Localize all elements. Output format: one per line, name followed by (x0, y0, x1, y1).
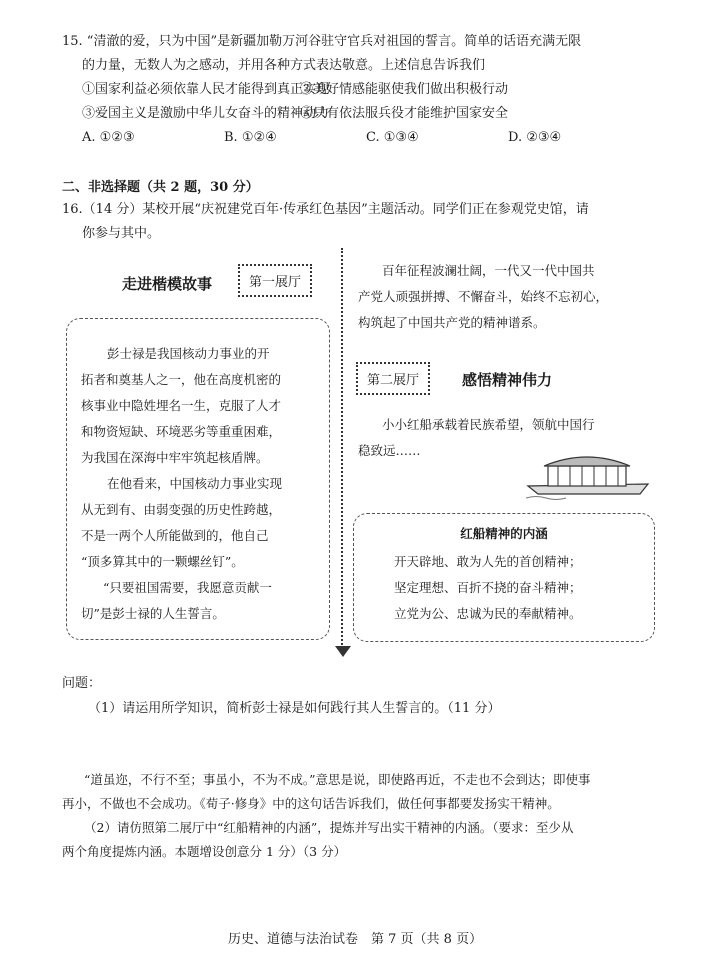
choice-b: B. ①②④ (224, 130, 277, 145)
passage-line-1: “道虽迩，不行不至；事虽小，不为不成。”意思是说，即使路再近，不走也不会到达；即使事 (84, 772, 591, 787)
choice-a: A. ①②③ (82, 130, 135, 145)
q15-statements-row-1 (62, 78, 650, 102)
q15-statements-row-2 (62, 102, 650, 126)
choice-d: D. ②③④ (508, 130, 562, 145)
passage-line-4: 两个角度提炼内涵。本题增设创意分 1 分）（3 分） (62, 844, 347, 859)
arrow-down-icon (335, 646, 351, 657)
red-boat-illustration (526, 446, 650, 500)
q15-stem-line-2: 的力量，无数人为之感动，并用各种方式表达敬意。上述信息告诉我们 (82, 58, 486, 73)
divider-dotted-line (341, 248, 343, 648)
question-label: 问题： (62, 676, 102, 691)
spirit-line-3: 立党为公、忠诚为民的奉献精神。 (394, 606, 582, 621)
hall1-title: 走进楷模故事 (122, 275, 213, 293)
choice-c: C. ①③④ (366, 130, 419, 145)
story-line-7: 从无到有、由弱变强的历史性跨越， (81, 502, 282, 517)
story-line-4: 和物资短缺、环境恶劣等重重困难， (81, 424, 282, 439)
page-footer: 历史、道德与法治试卷 第 7 页（共 8 页） (228, 932, 483, 947)
spirit-line-2: 坚定理想、百折不挠的奋斗精神； (394, 580, 582, 595)
q16-stem-line-1: 16.（14 分）某校开展“庆祝建党百年·传承红色基因”主题活动。同学们正在参观党史馆，请 (62, 202, 589, 217)
q15-choices (62, 126, 650, 150)
q15-stem-line-1: 15. “清澈的爱，只为中国”是新疆加勒万河谷驻守官兵对祖国的誓言。简单的话语充满无限 (62, 34, 582, 49)
passage-line-2: 再小，不做也不会成功。《荀子·修身》中的这句话告诉我们，做任何事都要发扬实干精神。 (62, 796, 560, 811)
sub-question-2-passage (62, 768, 591, 864)
section-2-heading: 二、非选择题（共 2 题，30 分） (62, 180, 259, 195)
boat-caption-line-2: 稳致远…… (358, 443, 421, 458)
story-line-8: 不是一两个人所能做到的，他自己 (81, 528, 269, 543)
hall1-label: 第一展厅 (238, 264, 312, 297)
intro-line-2: 产党人顽强拼搏、不懈奋斗，始终不忘初心， (358, 289, 609, 304)
hall1-story-box (66, 318, 330, 640)
story-line-11: 切”是彭士禄的人生誓言。 (81, 606, 225, 621)
story-line-6: 在他看来，中国核动力事业实现 (107, 476, 283, 491)
intro-line-1: 百年征程波澜壮阔，一代又一代中国共 (382, 263, 595, 278)
hall2-label: 第二展厅 (356, 362, 430, 395)
story-line-2: 拓者和奠基人之一，他在高度机密的 (81, 372, 282, 387)
q15-statement-1: ①国家利益必须依靠人民才能得到真正实现 (82, 82, 330, 97)
story-line-9: “顶多算其中的一颗螺丝钉”。 (81, 554, 244, 569)
question-15 (62, 30, 650, 150)
intro-line-3: 构筑起了中国共产党的精神谱系。 (358, 315, 546, 330)
story-line-1: 彭士禄是我国核动力事业的开 (107, 346, 270, 361)
q16-stem-line-2: 你参与其中。 (82, 226, 161, 241)
hall2-title: 感悟精神伟力 (462, 371, 553, 389)
sub-question-1: （1）请运用所学知识，简析彭士禄是如何践行其人生誓言的。（11 分） (88, 701, 501, 716)
q15-statement-4: ④只有依法服兵役才能维护国家安全 (300, 106, 509, 121)
red-boat-spirit-title: 红船精神的内涵 (460, 526, 548, 541)
hall-intro-text (358, 258, 608, 336)
boat-caption-line-1: 小小红船承载着民族希望，领航中国行 (382, 417, 595, 432)
q15-statement-3: ③爱国主义是激励中华儿女奋斗的精神动力 (82, 106, 330, 121)
story-line-10: “只要祖国需要，我愿意贡献一 (103, 580, 272, 595)
q15-statement-2: ②美好情感能驱使我们做出积极行动 (300, 82, 509, 97)
passage-line-3: （2）请仿照第二展厅中“红船精神的内涵”，提炼并写出实干精神的内涵。（要求：至少从 (84, 820, 574, 835)
question-16 (62, 198, 589, 246)
red-boat-spirit-box (353, 513, 655, 642)
story-line-5: 为我国在深海中牢牢筑起核盾牌。 (81, 450, 269, 465)
story-line-3: 核事业中隐姓埋名一生，克服了人才 (81, 398, 282, 413)
spirit-line-1: 开天辟地、敢为人先的首创精神； (394, 554, 582, 569)
